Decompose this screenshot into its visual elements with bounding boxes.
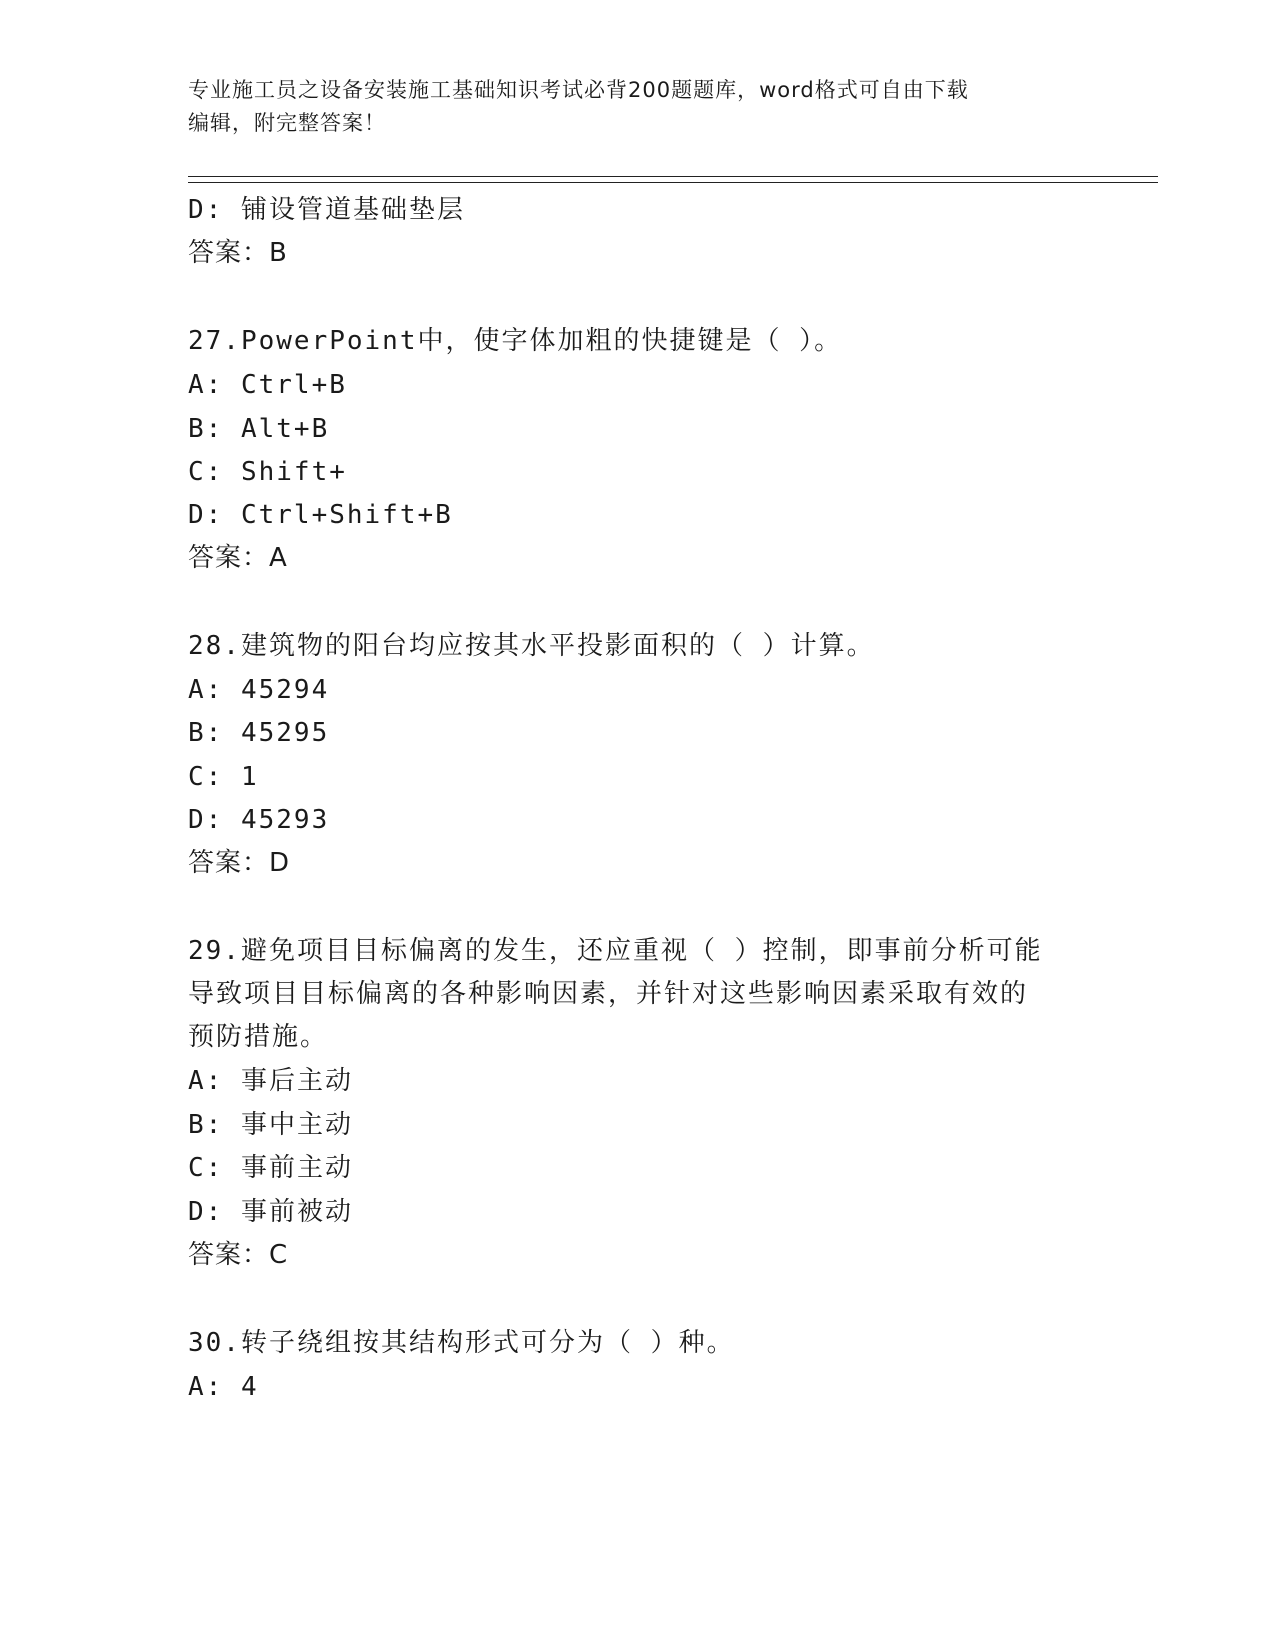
q29-question-line-1: 29.避免项目目标偏离的发生，还应重视（ ）控制，即事前分析可能	[188, 936, 1043, 966]
q27-option-b: B: Alt+B	[188, 414, 330, 444]
header-title-line-2: 编辑，附完整答案！	[188, 111, 386, 135]
q27-option-d: D: Ctrl+Shift+B	[188, 500, 453, 530]
q29-question-line-2: 导致项目目标偏离的各种影响因素，并针对这些影响因素采取有效的	[188, 979, 1029, 1009]
q28-option-a: A: 45294	[188, 675, 330, 705]
header-divider-top	[188, 176, 1158, 177]
q26-answer: 答案：B	[188, 238, 288, 268]
q28-option-d: D: 45293	[188, 805, 330, 835]
q29-answer: 答案：C	[188, 1240, 289, 1270]
q27-option-a: A: Ctrl+B	[188, 370, 347, 400]
q29-option-b: B: 事中主动	[188, 1110, 353, 1140]
q30-option-a: A: 4	[188, 1372, 259, 1402]
q30-question: 30.转子绕组按其结构形式可分为（ ）种。	[188, 1328, 735, 1358]
document-header	[188, 74, 1068, 140]
q27-question: 27.PowerPoint中，使字体加粗的快捷键是（ ）。	[188, 326, 843, 356]
q28-question: 28.建筑物的阳台均应按其水平投影面积的（ ）计算。	[188, 631, 875, 661]
q29-option-a: A: 事后主动	[188, 1066, 353, 1096]
q29-option-c: C: 事前主动	[188, 1153, 353, 1183]
q28-option-b: B: 45295	[188, 718, 330, 748]
q27-answer: 答案：A	[188, 543, 288, 573]
q26-option-d: D: 铺设管道基础垫层	[188, 195, 465, 225]
q28-option-c: C: 1	[188, 762, 259, 792]
header-title-line-1: 专业施工员之设备安装施工基础知识考试必背200题题库，word格式可自由下载	[188, 78, 969, 102]
q27-option-c: C: Shift+	[188, 457, 347, 487]
header-divider-bottom	[188, 182, 1158, 183]
q29-option-d: D: 事前被动	[188, 1197, 353, 1227]
q28-answer: 答案：D	[188, 848, 291, 878]
q29-question-line-3: 预防措施。	[188, 1022, 329, 1052]
